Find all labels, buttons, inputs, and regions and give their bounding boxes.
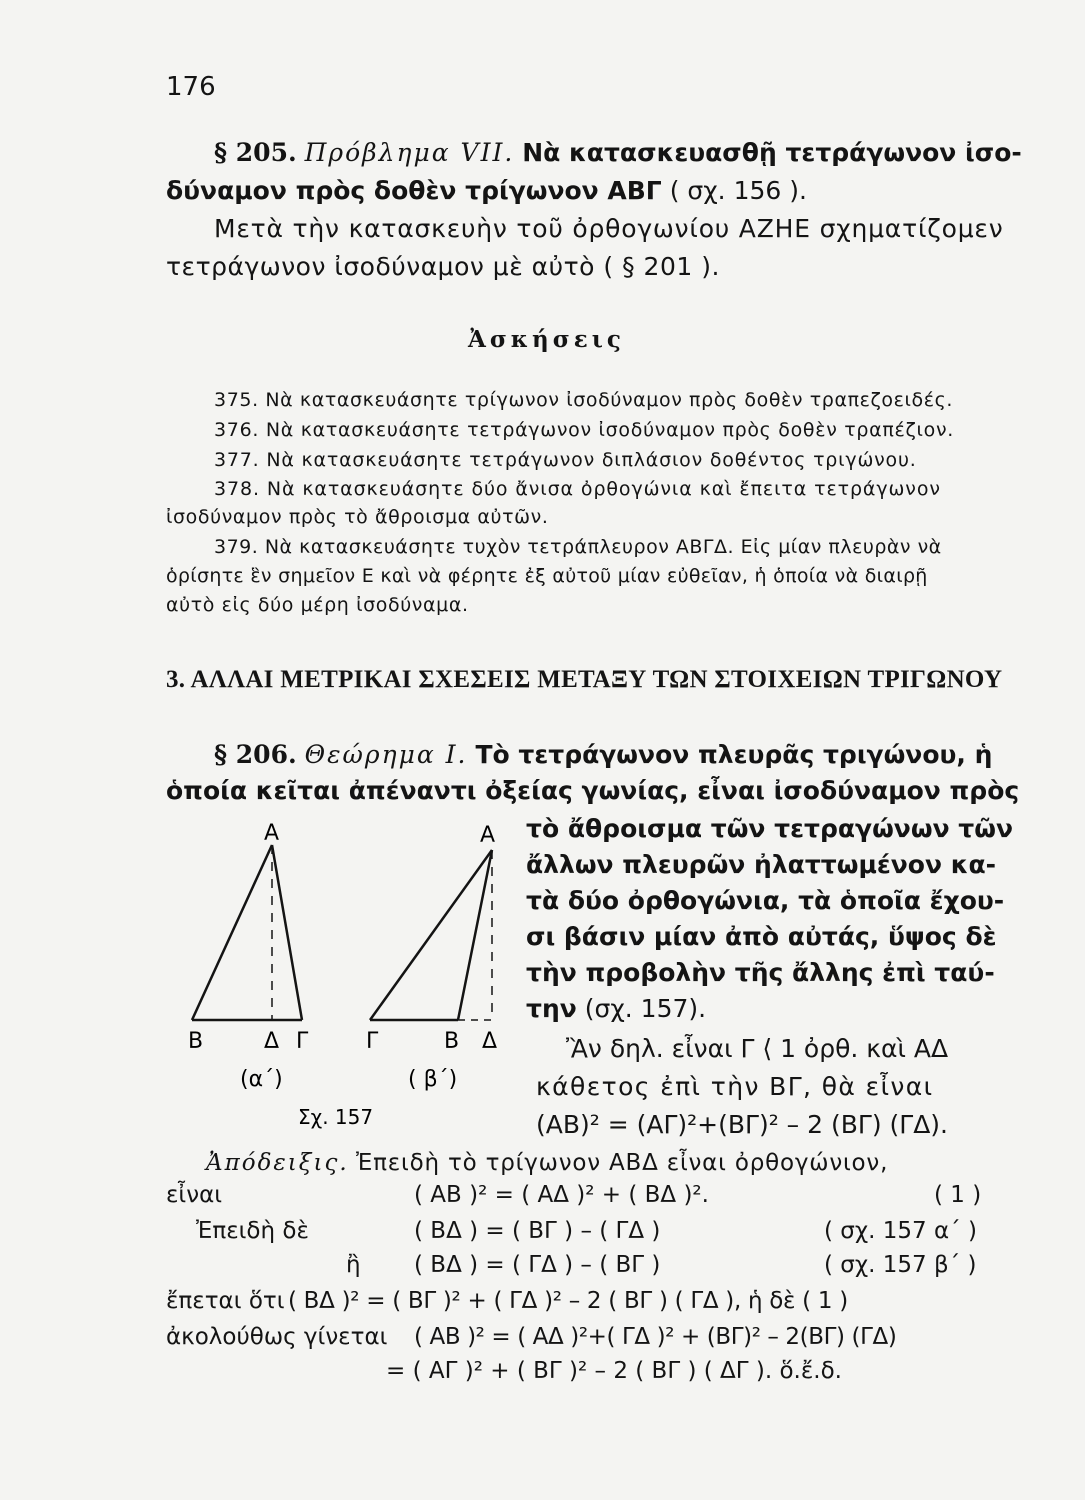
proof-row4-left: ἔπεται ὅτι [166, 1288, 285, 1314]
triangle-b [370, 850, 492, 1020]
proof-row1-left: εἶναι [166, 1182, 223, 1208]
fig-b-label-A: Α [480, 823, 496, 848]
s206-statement-line5: τὰ δύο ὀρθογώνια, τὰ ὁποῖα ἔχου- [526, 886, 1005, 915]
s205-line2 [166, 172, 807, 210]
page-number: 176 [166, 72, 216, 102]
fig-a-label-G: Γ [296, 1029, 309, 1054]
exercise-378-cont: ἰσοδύναμον πρὸς τὸ ἄθροισμα αὐτῶν. [166, 506, 549, 528]
triangle-a [192, 845, 302, 1020]
s206-statement-line4: ἄλλων πλευρῶν ἠλαττωμένον κα- [526, 850, 997, 879]
exercise-375: 375. Νὰ κατασκευάσητε τρίγωνον ἰσοδύναμον πρὸς δοθὲν τραπεζοειδές. [214, 389, 954, 411]
proof-row6-eq: = ( ΑΓ )² + ( ΒΓ )² – 2 ( ΒΓ ) ( ΔΓ ). ὅ.ἔ.δ. [386, 1358, 842, 1384]
s205-text-line2: τετράγωνον ἰσοδύναμον μὲ αὐτὸ ( § 201 ). [166, 252, 720, 281]
s205-statement-line1: Νὰ κατασκευασθῇ τετράγωνον ἰσο- [522, 138, 1022, 167]
s206-condition-line3: (ΑΒ)² = (ΑΓ)²+(ΒΓ)² – 2 (ΒΓ) (ΓΔ). [536, 1110, 948, 1139]
side-ab-a [192, 845, 272, 1020]
exercise-377: 377. Νὰ κατασκευάσητε τετράγωνον διπλάσιον δοθέντος τριγώνου. [214, 449, 917, 471]
proof-row3-ref: ( σχ. 157 β΄ ) [824, 1252, 977, 1278]
proof-row1-eq: ( ΑΒ )² = ( ΑΔ )² + ( ΒΔ )². [414, 1182, 709, 1208]
proof-row2-eq: ( ΒΔ ) = ( ΒΓ ) – ( ΓΔ ) [414, 1218, 661, 1244]
figure-label: Σχ. 157 [298, 1105, 374, 1129]
proof-row2-left: Ἐπειδὴ δὲ [196, 1218, 309, 1244]
fig-a-label-B: Β [188, 1029, 204, 1054]
proof-row4-eq: ( ΒΔ )² = ( ΒΓ )² + ( ΓΔ )² – 2 ( ΒΓ ) ( ΓΔ ), ἡ δὲ ( 1 ) [288, 1288, 848, 1314]
s205-statement-line2: δύναμον πρὸς δοθὲν τρίγωνον ΑΒΓ [166, 176, 662, 205]
s206-line1 [214, 736, 992, 774]
fig-a-label-D: Δ [264, 1029, 280, 1054]
proof-row5-left: ἀκολούθως γίνεται [166, 1324, 388, 1350]
exercise-379: 379. Νὰ κατασκευάσητε τυχὸν τετράπλευρον ΑΒΓΔ. Εἰς μίαν πλευρὰν νὰ [214, 536, 942, 558]
s206-label: Θεώρημα Ι. [304, 740, 468, 769]
s206-statement-line7: τὴν προβολὴν τῆς ἄλλης ἐπὶ ταύ- [526, 958, 995, 987]
exercise-378: 378. Νὰ κατασκευάσητε δύο ἄνισα ὀρθογώνια καὶ ἔπειτα τετράγωνον [214, 478, 941, 500]
fig-a-caption: (α΄) [240, 1067, 283, 1092]
s206-condition-line1: Ἂν δηλ. εἶναι Γ ⟨ 1 ὀρθ. καὶ ΑΔ [566, 1034, 949, 1063]
s206-line8 [526, 990, 706, 1028]
s206-condition-line2: κάθετος ἐπὶ τὴν ΒΓ, θὰ εἶναι [536, 1072, 934, 1101]
s205-text-line1: Μετὰ τὴν κατασκευὴν τοῦ ὀρθογωνίου ΑΖΗΕ σχηματίζομεν [214, 214, 1004, 243]
exercise-379-cont1: ὁρίσητε ἓν σημεῖον Ε καὶ νὰ φέρητε ἐξ αὐτοῦ μίαν εὐθεῖαν, ἡ ὁποία νὰ διαιρῇ [166, 565, 928, 587]
chapter-heading: 3. ΑΛΛΑΙ ΜΕΤΡΙΚΑΙ ΣΧΕΣΕΙΣ ΜΕΤΑΞΥ ΤΩΝ ΣΤΟΙΧΕΙΩΝ ΤΡΙΓΩΝΟΥ [166, 666, 1003, 693]
fig-b-caption: ( β΄) [408, 1067, 458, 1092]
s206-ref: (σχ. 157). [584, 994, 707, 1023]
proof-row5-eq: ( ΑΒ )² = ( ΑΔ )²+( ΓΔ )² + (ΒΓ)² – 2(ΒΓ) (ΓΔ) [414, 1324, 897, 1350]
exercise-379-cont2: αὐτὸ εἰς δύο μέρη ἰσοδύναμα. [166, 594, 469, 616]
proof-row3-eq: ( ΒΔ ) = ( ΓΔ ) – ( ΒΓ ) [414, 1252, 661, 1278]
proof-row2-ref: ( σχ. 157 α΄ ) [824, 1218, 977, 1244]
proof-intro: Ἐπειδὴ τὸ τρίγωνον ΑΒΔ εἶναι ὀρθογώνιον, [355, 1150, 889, 1176]
proof-label: Ἀπόδειξις. [206, 1150, 349, 1176]
s206-statement-line8: την [526, 994, 577, 1023]
s205-label: Πρόβλημα VII. [304, 138, 515, 167]
fig-a-label-A: Α [264, 821, 280, 846]
s206-statement-line6: σι βάσιν μίαν ἀπὸ αὐτάς, ὕψος δὲ [526, 922, 997, 951]
s205-line1 [214, 134, 1022, 172]
s206-statement-line1: Τὸ τετράγωνον πλευρᾶς τριγώνου, ἡ [475, 740, 993, 769]
fig-b-label-B: Β [444, 1029, 460, 1054]
s205-number: § 205. [214, 138, 297, 167]
fig-b-label-D: Δ [482, 1029, 498, 1054]
exercises-heading: Ἀσκήσεις [468, 326, 625, 353]
s206-number: § 206. [214, 740, 297, 769]
exercise-376: 376. Νὰ κατασκευάσητε τετράγωνον ἰσοδύναμον πρὸς δοθὲν τραπέζιον. [214, 419, 955, 441]
figure-157 [180, 810, 520, 1140]
s205-statement-ref: ( σχ. 156 ). [669, 176, 807, 205]
s206-statement-line2: ὁποία κεῖται ἀπέναντι ὀξείας γωνίας, εἶναι ἰσοδύναμον πρὸς [166, 776, 1020, 805]
proof-intro-line [206, 1150, 888, 1176]
proof-row3-left: ἢ [346, 1252, 361, 1278]
fig-b-label-G: Γ [366, 1029, 379, 1054]
s206-statement-line3: τὸ ἄθροισμα τῶν τετραγώνων τῶν [526, 814, 1014, 843]
side-ag-a [272, 845, 302, 1020]
side-ag-b [370, 850, 492, 1020]
proof-row1-ref: ( 1 ) [934, 1182, 982, 1208]
